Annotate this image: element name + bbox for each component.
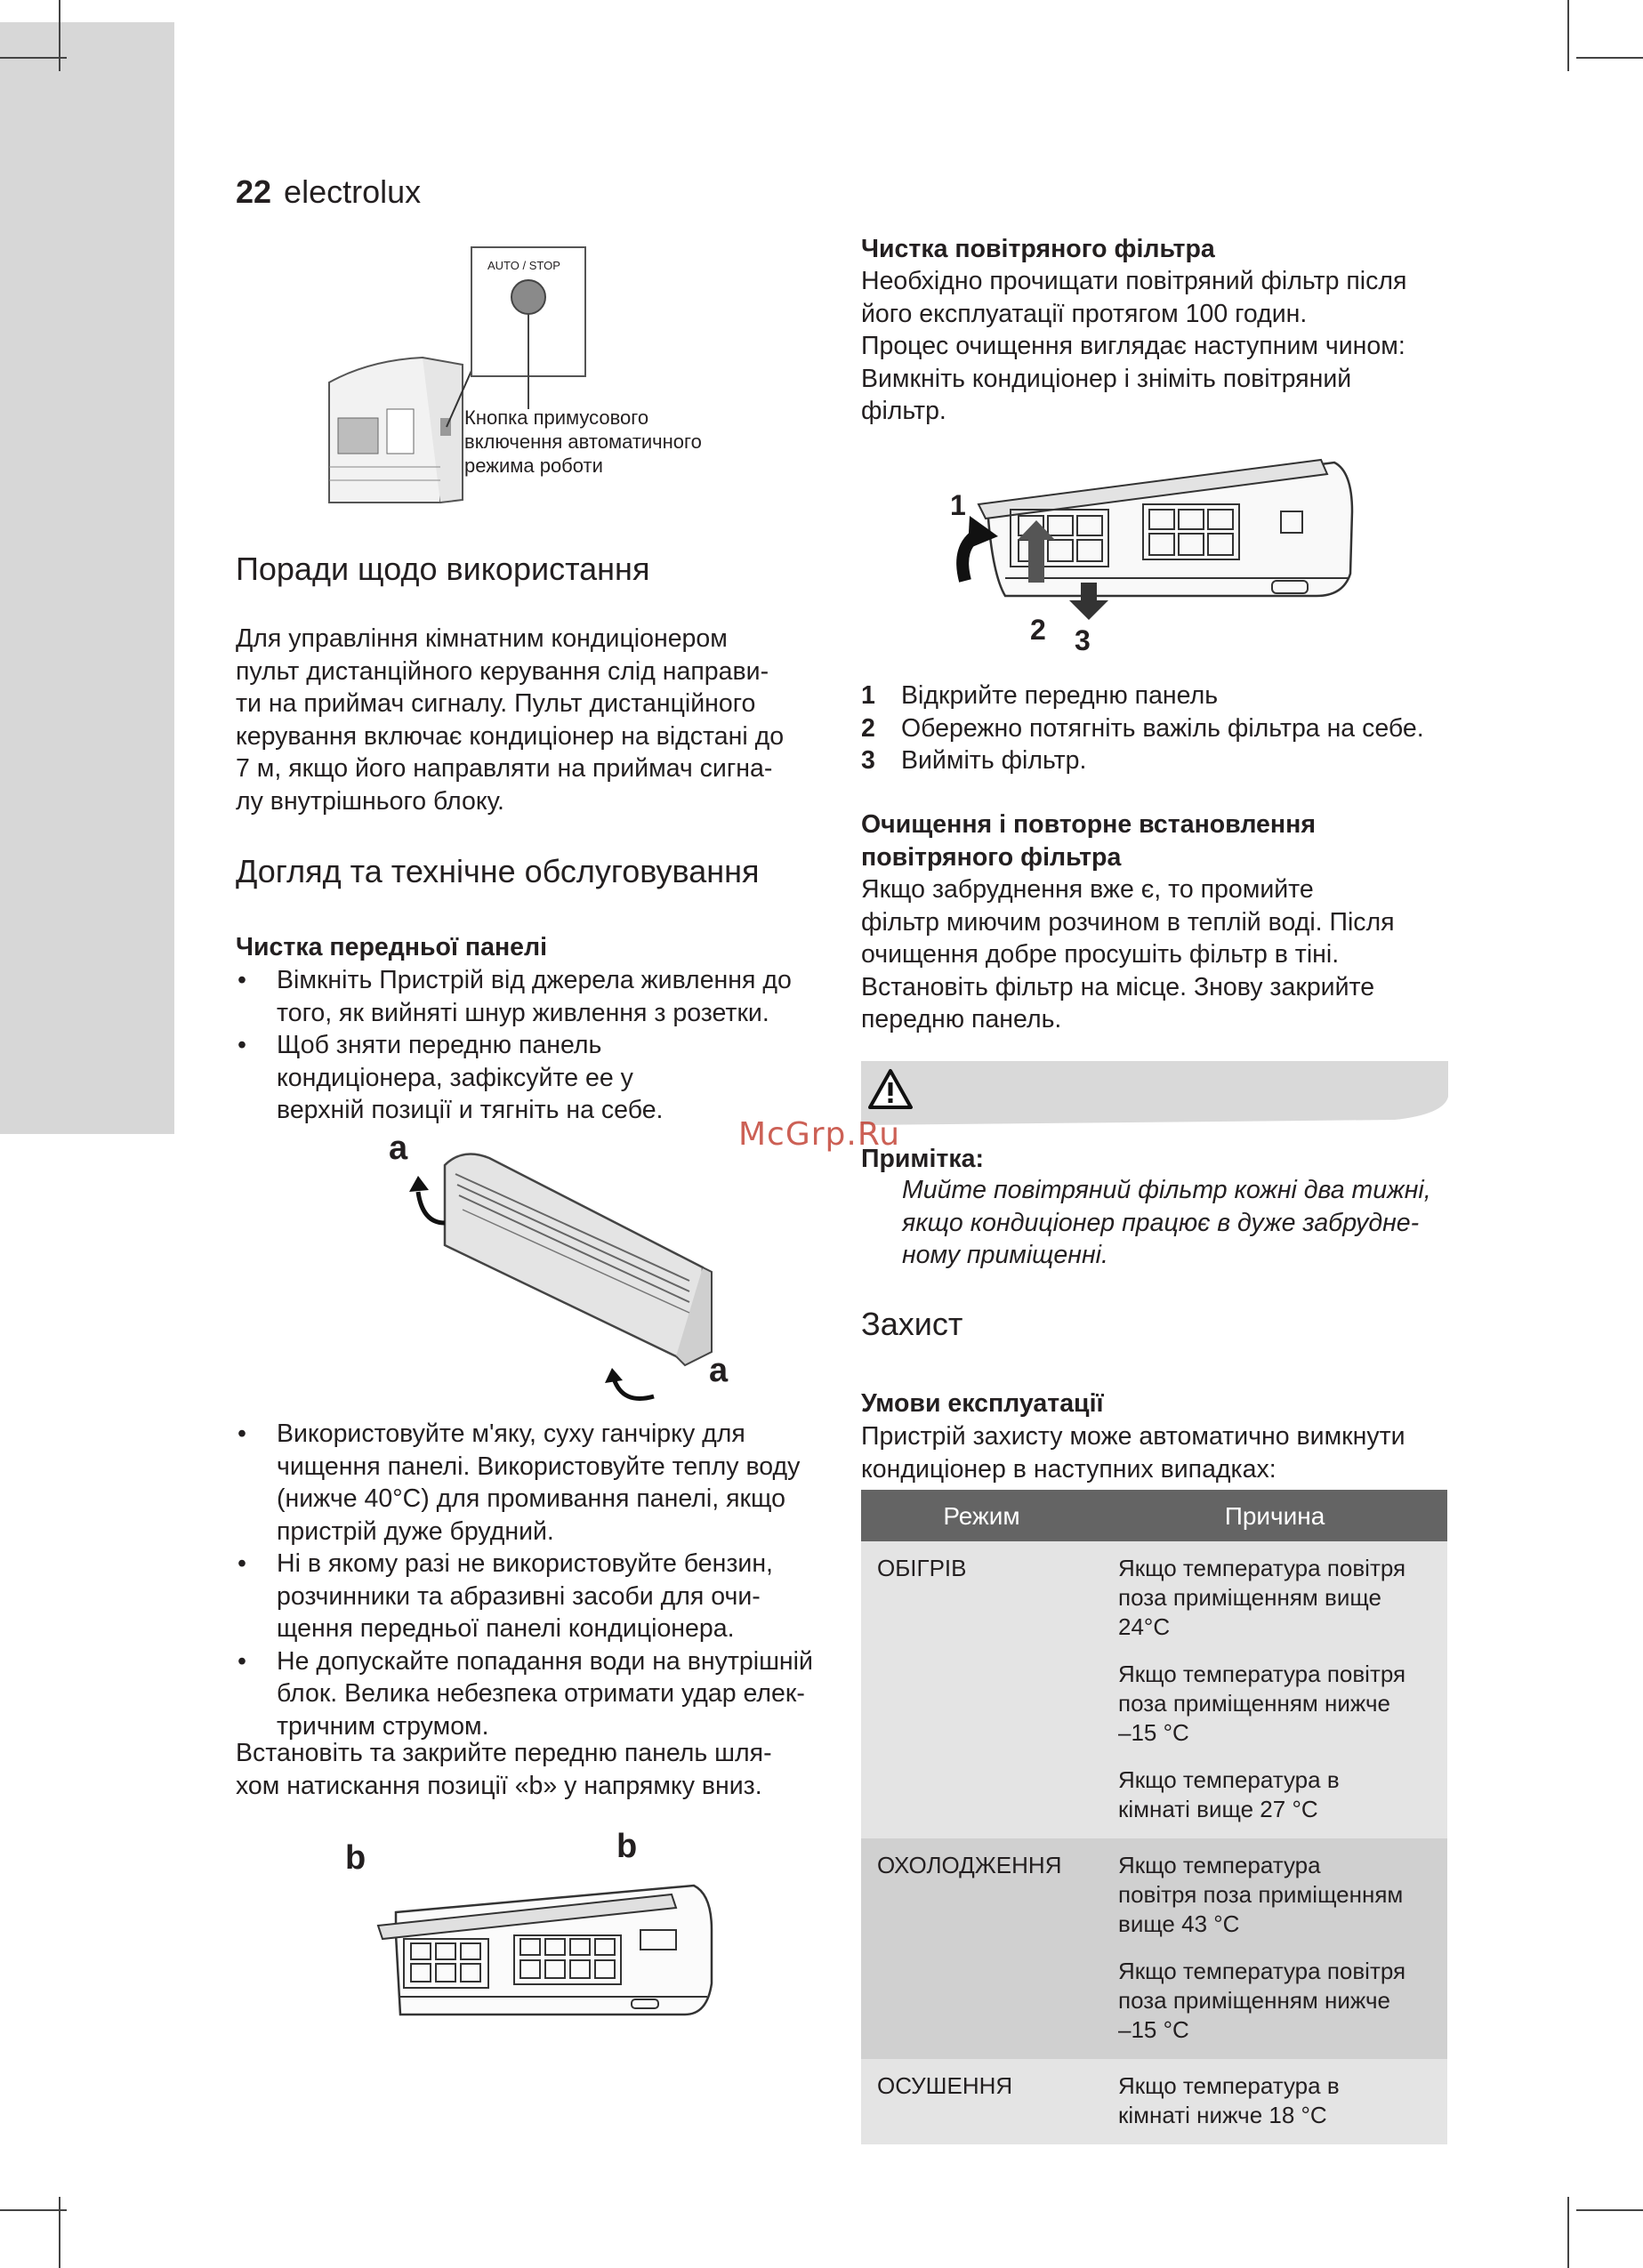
text-line: повітряного фільтра bbox=[861, 842, 1122, 872]
mode-cell: ОБІГРІВ bbox=[861, 1541, 1102, 1838]
table-row bbox=[861, 2059, 1447, 2144]
text-line: (нижче 40°C) для промивання панелі, якщо bbox=[277, 1484, 785, 1513]
text-line: Якщо забруднення вже є, то промийте bbox=[861, 875, 1314, 904]
conditions-intro bbox=[861, 1420, 1466, 1485]
text-line: Якщо температура повітря bbox=[1118, 1958, 1406, 1984]
text-line: • Не допускайте попадання води на внутрішній bbox=[277, 1646, 813, 1676]
crop-mark bbox=[59, 0, 60, 71]
column-header: Режим bbox=[861, 1490, 1102, 1541]
filter-figure-label: 2 bbox=[1030, 614, 1046, 646]
filter-heading: Чистка повітряного фільтра bbox=[861, 235, 1215, 263]
list-item bbox=[236, 1548, 841, 1645]
filter-figure-label: 1 bbox=[950, 489, 966, 521]
list-item bbox=[861, 744, 1466, 777]
crop-mark bbox=[1576, 2209, 1643, 2211]
step-text: Обережно потягніть важіль фільтра на себе. bbox=[901, 713, 1424, 743]
front-panel-figure bbox=[383, 1138, 756, 1432]
text-line: Якщо температура bbox=[1118, 1852, 1321, 1878]
text-line: Очищення і повторне встановлення bbox=[861, 810, 1316, 839]
step-text: Вийміть фільтр. bbox=[901, 746, 1087, 775]
reinstall-heading bbox=[861, 808, 1466, 873]
text-line: щення передньої панелі кондиціонера. bbox=[277, 1614, 735, 1643]
brand-name: electrolux bbox=[284, 173, 422, 210]
reinstall-body bbox=[861, 873, 1466, 1036]
text-line: Якщо температура повітря bbox=[1118, 1555, 1406, 1581]
caption-line: режима роботи bbox=[464, 454, 603, 477]
text-line: керування включає кондиціонер на відстані до bbox=[236, 721, 785, 751]
filter-body bbox=[861, 265, 1448, 428]
text-line: Необхідно прочищати повітряний фільтр після bbox=[861, 267, 1407, 295]
text-line: • Щоб зняти передню панель bbox=[277, 1031, 602, 1059]
crop-mark bbox=[1567, 2197, 1569, 2268]
text-line: розчинники та абразивні засоби для очи- bbox=[277, 1581, 761, 1611]
text-line: фільтр. bbox=[861, 397, 946, 425]
text-line: кімнаті вище 27 °C bbox=[1118, 1796, 1318, 1822]
tips-body bbox=[236, 623, 841, 817]
conditions-heading: Умови експлуатації bbox=[861, 1389, 1104, 1418]
column-header: Причина bbox=[1102, 1490, 1447, 1541]
text-line: поза приміщенням вище bbox=[1118, 1584, 1381, 1611]
table-row bbox=[861, 1541, 1447, 1838]
care-title: Догляд та технічне обслуговування bbox=[236, 853, 760, 889]
step-number: 3 bbox=[861, 746, 875, 775]
text-line: пристрій дуже брудний. bbox=[277, 1516, 554, 1546]
text-line: Вимкніть кондиціонер і зніміть повітряний bbox=[861, 364, 1352, 393]
text-line: пульт дистанційного керування слід направи- bbox=[236, 656, 769, 686]
list-item bbox=[236, 1645, 841, 1743]
text-line: очищення добре просушіть фільтр в тіні. bbox=[861, 940, 1340, 969]
text-line: кондиціонер в наступних випадках: bbox=[861, 1454, 1277, 1484]
text-line: хом натискання позиції «b» у напрямку вниз. bbox=[236, 1771, 762, 1800]
text-line: тричним струмом. bbox=[277, 1711, 489, 1741]
text-line: –15 °C bbox=[1118, 1719, 1189, 1746]
reason-cell bbox=[1102, 2059, 1447, 2144]
text-line: Мийте повітряний фільтр кожні два тижні, bbox=[902, 1176, 1431, 1204]
text-line: кімнаті нижче 18 °C bbox=[1118, 2102, 1327, 2128]
caption-line: Кнопка примусового bbox=[464, 406, 649, 429]
reason bbox=[1118, 1957, 1431, 2047]
reason bbox=[1118, 1851, 1431, 1957]
text-line: ному приміщенні. bbox=[902, 1241, 1108, 1269]
list-item bbox=[861, 680, 1466, 712]
reason-cell bbox=[1102, 1541, 1447, 1838]
text-line: кондиціонера, зафіксуйте ее у bbox=[277, 1063, 633, 1092]
text-line: 7 м, якщо його направляти на приймач сигна- bbox=[236, 754, 773, 783]
text-line: 24°C bbox=[1118, 1613, 1171, 1640]
protection-title: Захист bbox=[861, 1306, 963, 1342]
text-line: блок. Велика небезпека отримати удар елек- bbox=[277, 1679, 805, 1708]
panel-closing-figure bbox=[356, 1859, 729, 2019]
note-heading: Примітка: bbox=[861, 1145, 984, 1173]
text-line: • Ні в якому разі не використовуйте бензин, bbox=[277, 1549, 773, 1578]
text-line: Для управління кімнатним кондиціонером bbox=[236, 624, 728, 653]
caption-line: включення автоматичного bbox=[464, 430, 702, 453]
figure-label-b: b bbox=[616, 1828, 638, 1865]
note-band bbox=[861, 1061, 1448, 1125]
table-header-row bbox=[861, 1490, 1447, 1541]
figure-label-a: a bbox=[389, 1130, 408, 1167]
text-line: фільтр миючим розчином в теплій воді. Після bbox=[861, 907, 1395, 937]
text-line: Пристрій захисту може автоматично вимкнути bbox=[861, 1422, 1405, 1451]
step-number: 2 bbox=[861, 713, 875, 743]
filter-figure-label: 3 bbox=[1075, 624, 1091, 656]
filter-steps bbox=[861, 680, 1466, 777]
list-item bbox=[236, 964, 841, 1029]
crop-mark bbox=[0, 2209, 67, 2211]
text-line: поза приміщенням нижче bbox=[1118, 1987, 1391, 2014]
text-line: Якщо температура повітря bbox=[1118, 1661, 1406, 1687]
mode-cell: ОХОЛОДЖЕННЯ bbox=[861, 1838, 1102, 2059]
mode-cell: ОСУШЕННЯ bbox=[861, 2059, 1102, 2144]
text-line: передню панель. bbox=[861, 1005, 1062, 1033]
text-line: поза приміщенням нижче bbox=[1118, 1690, 1391, 1717]
text-line: • Вімкніть Пристрій від джерела живлення до bbox=[277, 966, 792, 994]
text-line: лу внутрішнього блоку. bbox=[236, 786, 504, 816]
tips-title: Поради щодо використання bbox=[236, 551, 650, 587]
reason bbox=[1118, 1765, 1431, 1826]
note-body bbox=[902, 1174, 1454, 1272]
filter-removal-figure bbox=[943, 449, 1361, 627]
reason-cell bbox=[1102, 1838, 1447, 2059]
side-tab bbox=[0, 22, 174, 1134]
text-line: вище 43 °C bbox=[1118, 1910, 1240, 1937]
text-line: Встановіть фільтр на місце. Знову закрийте bbox=[861, 972, 1375, 1001]
text-line: ти на приймач сигналу. Пульт дистанційного bbox=[236, 689, 756, 718]
figure-label-a: a bbox=[709, 1352, 729, 1389]
text-line: Якщо температура в bbox=[1118, 1766, 1340, 1793]
crop-mark bbox=[1576, 57, 1643, 59]
step-number: 1 bbox=[861, 681, 875, 710]
list-item bbox=[236, 1029, 841, 1127]
reason bbox=[1118, 2071, 1431, 2132]
text-line: Процес очищення виглядає наступним чином: bbox=[861, 332, 1405, 360]
text-line: • Використовуйте м'яку, суху ганчірку для bbox=[277, 1420, 745, 1448]
text-line: чищення панелі. Використовуйте теплу воду bbox=[277, 1452, 801, 1481]
list-item bbox=[861, 712, 1466, 745]
page-number: 22 bbox=[236, 173, 272, 210]
crop-mark bbox=[1567, 0, 1569, 71]
care-bullets-2 bbox=[236, 1418, 841, 1742]
auto-stop-caption bbox=[464, 406, 702, 478]
crop-mark bbox=[59, 2197, 60, 2268]
step-text: Відкрийте передню панель bbox=[901, 681, 1219, 710]
reason bbox=[1118, 1554, 1431, 1660]
text-line: якщо кондиціонер працює в дуже забрудне- bbox=[902, 1208, 1420, 1237]
page-header bbox=[236, 173, 421, 211]
text-line: Встановіть та закрийте передню панель шля- bbox=[236, 1739, 772, 1767]
text-line: повітря поза приміщенням bbox=[1118, 1881, 1404, 1908]
figure-label-b: b bbox=[345, 1839, 366, 1877]
text-line: його експлуатації протягом 100 годин. bbox=[861, 299, 1308, 328]
auto-stop-label: AUTO / STOP bbox=[487, 259, 560, 272]
front-panel-heading: Чистка передньої панелі bbox=[236, 933, 548, 961]
watermark: McGrp.Ru bbox=[738, 1116, 901, 1153]
crop-mark bbox=[0, 57, 67, 59]
protection-table bbox=[861, 1490, 1447, 2144]
warning-icon bbox=[867, 1067, 914, 1110]
text-line: Якщо температура в bbox=[1118, 2072, 1340, 2099]
care-closing bbox=[236, 1737, 841, 1802]
text-line: верхній позиції и тягніть на себе. bbox=[277, 1096, 664, 1124]
text-line: –15 °C bbox=[1118, 2016, 1189, 2043]
reason bbox=[1118, 1660, 1431, 1765]
text-line: того, як вийняті шнур живлення з розетки. bbox=[277, 998, 769, 1027]
care-bullets-1 bbox=[236, 964, 841, 1127]
list-item bbox=[236, 1418, 841, 1548]
table-row bbox=[861, 1838, 1447, 2059]
